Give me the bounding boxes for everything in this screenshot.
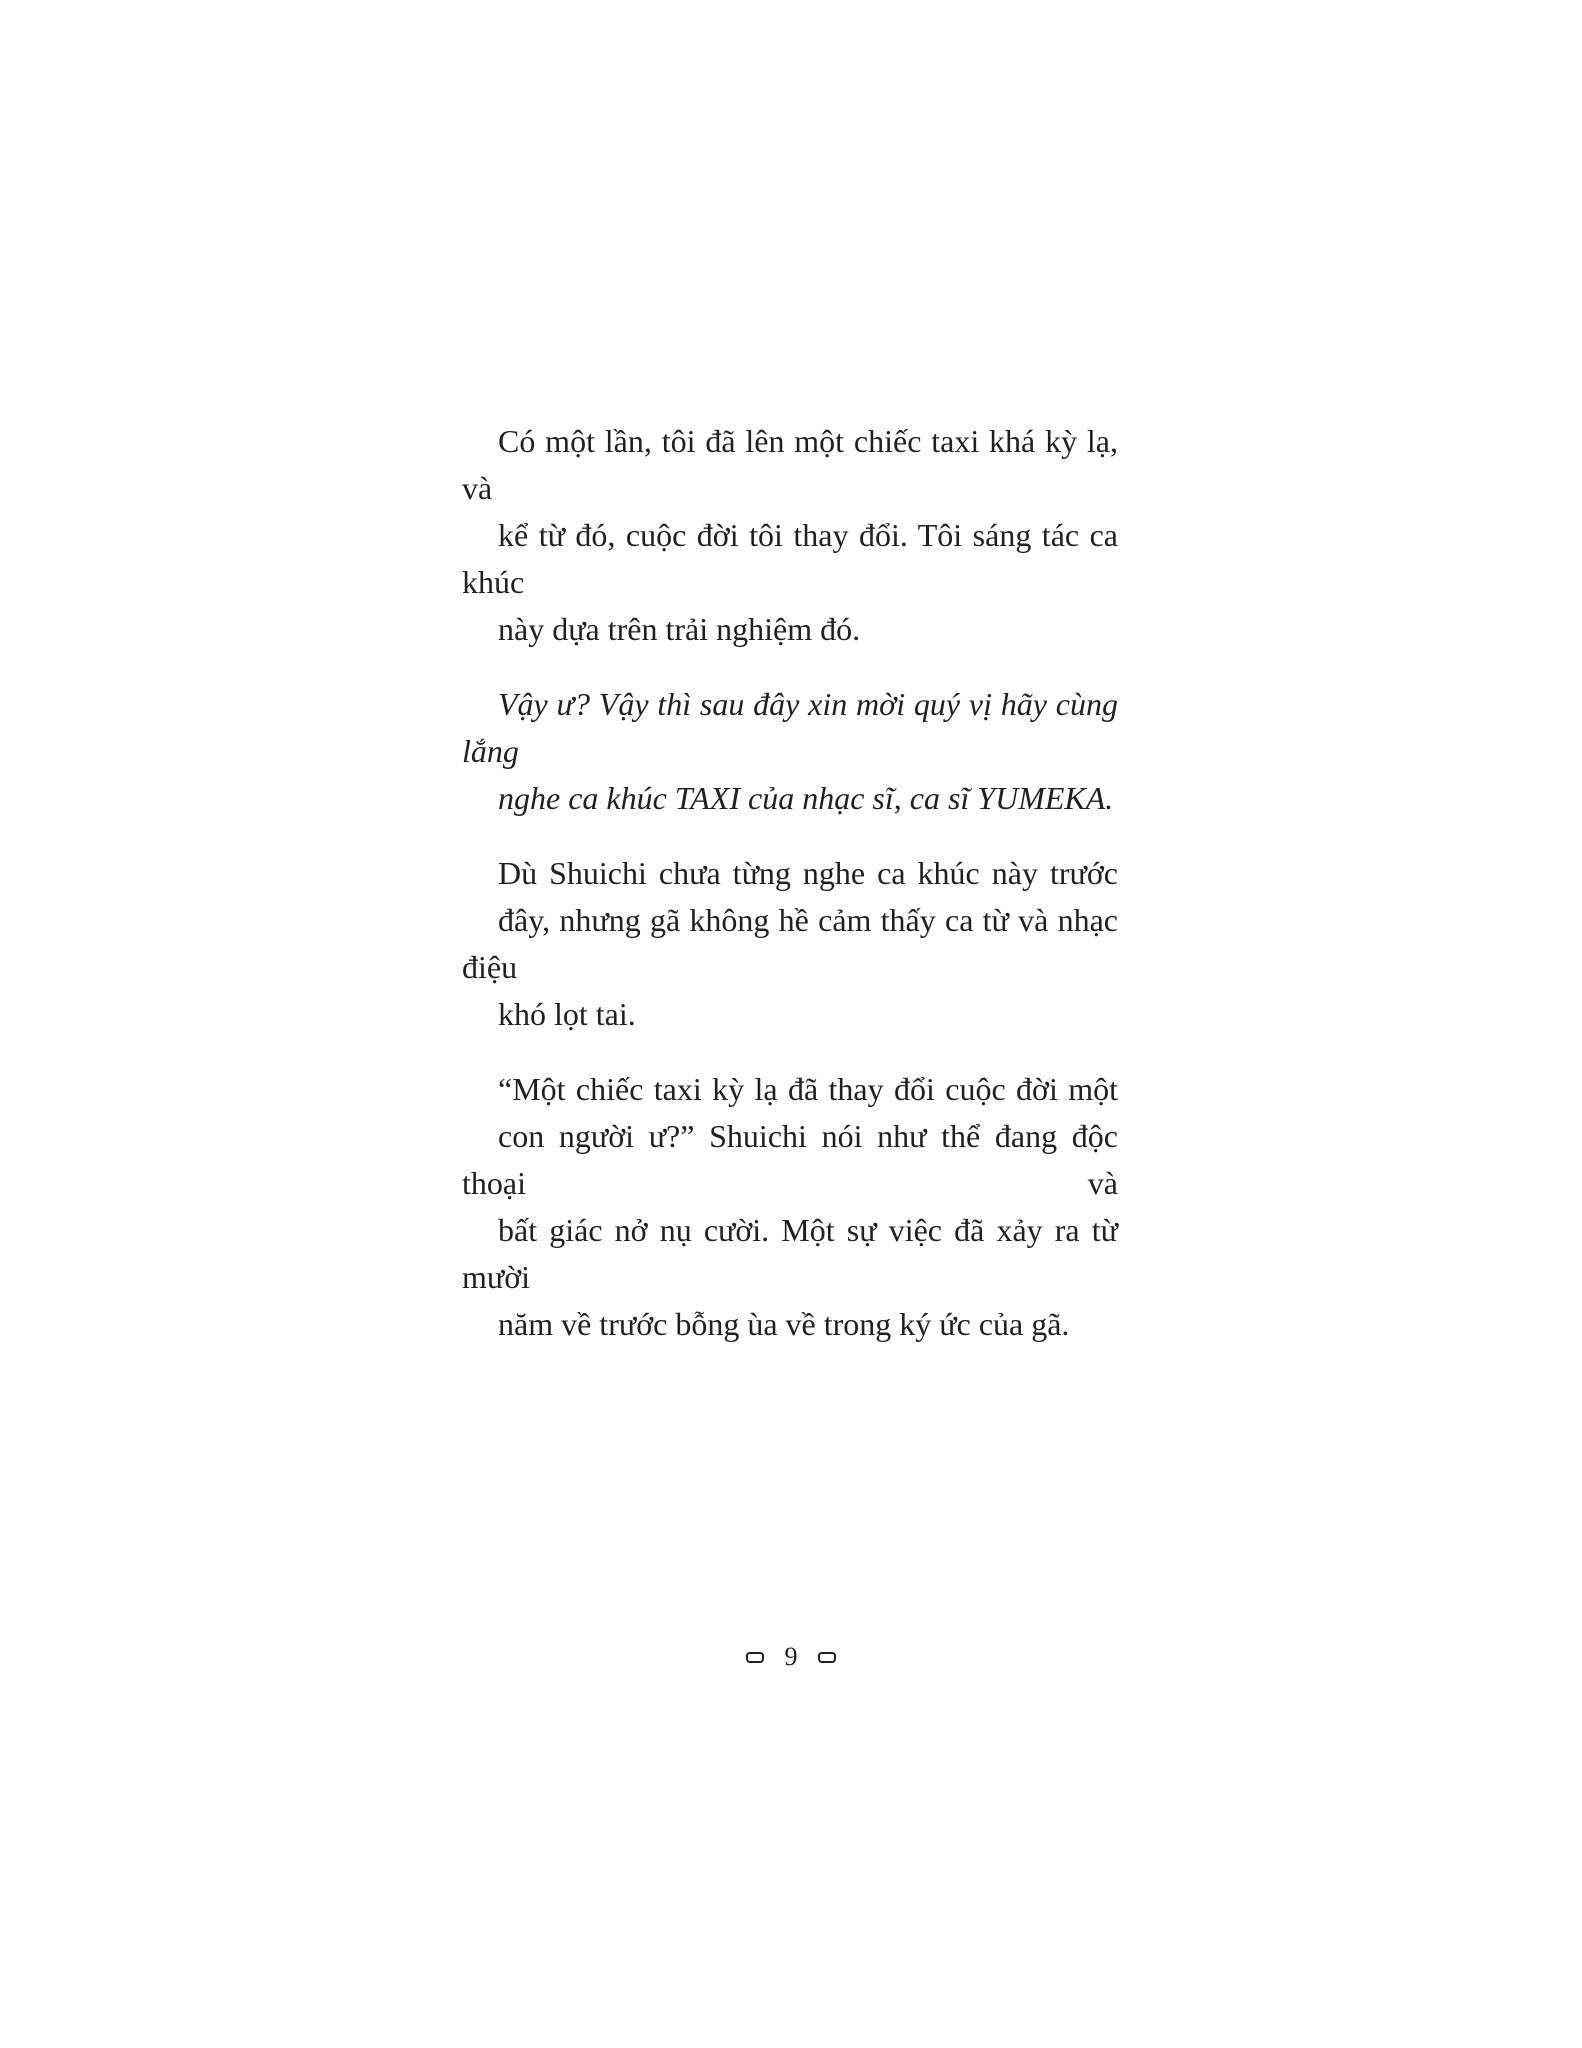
paragraph-line: nghe ca khúc TAXI của nhạc sĩ, ca sĩ YUMEKA. [498,780,1114,816]
paragraph-line: này dựa trên trải nghiệm đó. [498,611,861,647]
paragraph-4 [462,1066,1118,1348]
paragraph-line: Có một lần, tôi đã lên một chiếc taxi khá kỳ lạ, và [462,423,1118,506]
right-ornament-icon [818,1652,836,1663]
paragraph-line: năm về trước bỗng ùa về trong ký ức của gã. [498,1306,1070,1342]
page-number-footer [0,1640,1582,1672]
paragraph-line: con người ư?” Shuichi nói như thể đang độc thoại và [462,1118,1118,1201]
left-ornament-icon [746,1652,764,1663]
paragraph-2-italic [462,681,1118,822]
page-number: 9 [784,1642,798,1672]
paragraph-line: đây, nhưng gã không hề cảm thấy ca từ và nhạc điệu [462,902,1118,985]
paragraph-line: khó lọt tai. [498,996,636,1032]
paragraph-line: bất giác nở nụ cười. Một sự việc đã xảy ra từ mười [462,1212,1118,1295]
paragraph-line: “Một chiếc taxi kỳ lạ đã thay đổi cuộc đời một [498,1071,1118,1107]
paragraph-line: Dù Shuichi chưa từng nghe ca khúc này trước [498,855,1118,891]
paragraph-3 [462,850,1118,1038]
paragraph-line: kể từ đó, cuộc đời tôi thay đổi. Tôi sáng tác ca khúc [462,517,1118,600]
body-text [462,418,1118,1376]
paragraph-line: Vậy ư? Vậy thì sau đây xin mời quý vị hãy cùng lắng [462,686,1118,769]
paragraph-1 [462,418,1118,653]
